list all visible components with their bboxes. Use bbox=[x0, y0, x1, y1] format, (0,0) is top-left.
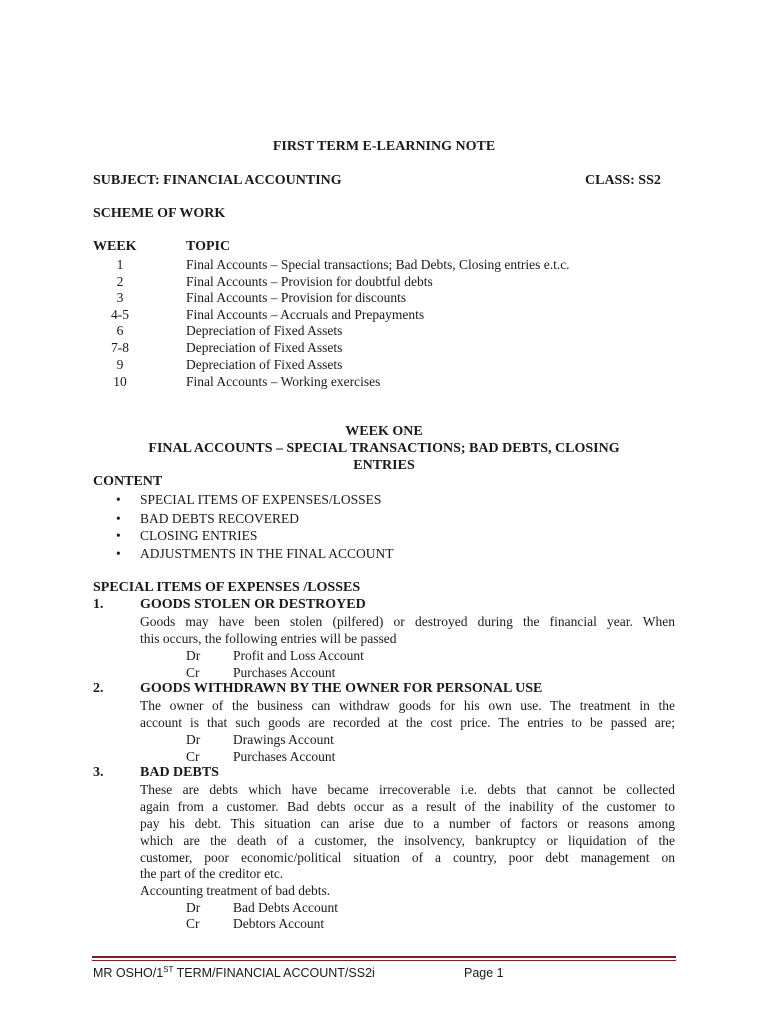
section-number: 1. bbox=[93, 597, 104, 612]
paragraph-line: These are debts which have became irrecoverable i.e. debts that cannot be collected bbox=[140, 782, 675, 797]
debit-label: Dr bbox=[186, 648, 201, 663]
week-cell: 3 bbox=[116, 290, 124, 305]
week-cell: 7-8 bbox=[111, 340, 129, 355]
paragraph-line: which are the death of a customer, the insolvency, bankruptcy or liquidation of the bbox=[140, 833, 675, 848]
topic-cell: Depreciation of Fixed Assets bbox=[186, 357, 343, 372]
topic-cell: Final Accounts – Provision for doubtful debts bbox=[186, 274, 433, 289]
topic-column-header: TOPIC bbox=[186, 239, 231, 254]
week-column-header: WEEK bbox=[93, 239, 137, 254]
topic-cell: Final Accounts – Accruals and Prepayments bbox=[186, 307, 425, 322]
paragraph-line: the part of the creditor etc. bbox=[140, 866, 284, 881]
section-title: GOODS STOLEN OR DESTROYED bbox=[140, 597, 366, 612]
topic-cell: Final Accounts – Working exercises bbox=[186, 374, 381, 389]
credit-label: Cr bbox=[186, 665, 200, 680]
week-cell: 9 bbox=[116, 357, 124, 372]
week-cell: 2 bbox=[116, 274, 124, 289]
week-cell: 1 bbox=[116, 257, 124, 272]
paragraph-line: The owner of the business can withdraw goods for his own use. The treatment in the bbox=[140, 698, 675, 713]
content-item: • ADJUSTMENTS IN THE FINAL ACCOUNT bbox=[140, 546, 394, 562]
paragraph-line: again from a customer. Bad debts occur as a result of the inability of the customer to bbox=[140, 799, 675, 814]
paragraph-line: Goods may have been stolen (pilfered) or destroyed during the financial year. When bbox=[140, 614, 675, 629]
content-item: • SPECIAL ITEMS OF EXPENSES/LOSSES bbox=[140, 492, 381, 508]
class-label: CLASS: SS2 bbox=[585, 173, 661, 188]
credit-account: Debtors Account bbox=[233, 916, 325, 931]
subject-label: SUBJECT: FINANCIAL ACCOUNTING bbox=[93, 173, 342, 188]
debit-account: Profit and Loss Account bbox=[233, 648, 364, 663]
topic-cell: Final Accounts – Special transactions; Bad Debts, Closing entries e.t.c. bbox=[186, 257, 570, 272]
topic-cell: Final Accounts – Provision for discounts bbox=[186, 290, 407, 305]
paragraph-line: account is that such goods are recorded at the cost price. The entries to be passed are; bbox=[140, 715, 675, 730]
credit-account: Purchases Account bbox=[233, 749, 336, 764]
credit-label: Cr bbox=[186, 916, 200, 931]
scheme-heading: SCHEME OF WORK bbox=[93, 206, 226, 221]
week-cell: 4-5 bbox=[111, 307, 129, 322]
section-number: 3. bbox=[93, 765, 104, 780]
section-number: 2. bbox=[93, 681, 104, 696]
credit-account: Purchases Account bbox=[233, 665, 336, 680]
section-title: BAD DEBTS bbox=[140, 765, 219, 780]
special-items-heading: SPECIAL ITEMS OF EXPENSES /LOSSES bbox=[93, 580, 361, 595]
document-title: FIRST TERM E-LEARNING NOTE bbox=[272, 139, 496, 154]
content-label: CONTENT bbox=[93, 474, 163, 489]
paragraph-line: this occurs, the following entries will be passed bbox=[140, 631, 397, 646]
week-cell: 6 bbox=[116, 323, 124, 338]
debit-account: Drawings Account bbox=[233, 732, 334, 747]
topic-cell: Depreciation of Fixed Assets bbox=[186, 323, 343, 338]
week-one-title-cont: ENTRIES bbox=[353, 458, 415, 473]
paragraph-line: pay his debt. This situation can arise due to a number of factors or reasons among bbox=[140, 816, 675, 831]
content-item: • BAD DEBTS RECOVERED bbox=[140, 511, 299, 527]
treatment-line: Accounting treatment of bad debts. bbox=[140, 883, 331, 898]
section-title: GOODS WITHDRAWN BY THE OWNER FOR PERSONAL USE bbox=[140, 681, 543, 696]
credit-label: Cr bbox=[186, 749, 200, 764]
footer-rule bbox=[92, 956, 676, 958]
footer-rule-thin bbox=[92, 960, 676, 961]
week-one-title: FINAL ACCOUNTS – SPECIAL TRANSACTIONS; BAD DEBTS, CLOSING bbox=[148, 441, 620, 456]
debit-account: Bad Debts Account bbox=[233, 900, 338, 915]
page-number: Page 1 bbox=[464, 966, 504, 980]
footer-course-ref: MR OSHO/1ST TERM/FINANCIAL ACCOUNT/SS2i bbox=[93, 964, 375, 980]
paragraph-line: customer, poor economic/political situation of a country, poor debt management on bbox=[140, 850, 675, 865]
week-one-heading: WEEK ONE bbox=[345, 424, 423, 439]
content-item: • CLOSING ENTRIES bbox=[140, 528, 257, 544]
topic-cell: Depreciation of Fixed Assets bbox=[186, 340, 343, 355]
debit-label: Dr bbox=[186, 732, 201, 747]
week-cell: 10 bbox=[113, 374, 127, 389]
debit-label: Dr bbox=[186, 900, 201, 915]
